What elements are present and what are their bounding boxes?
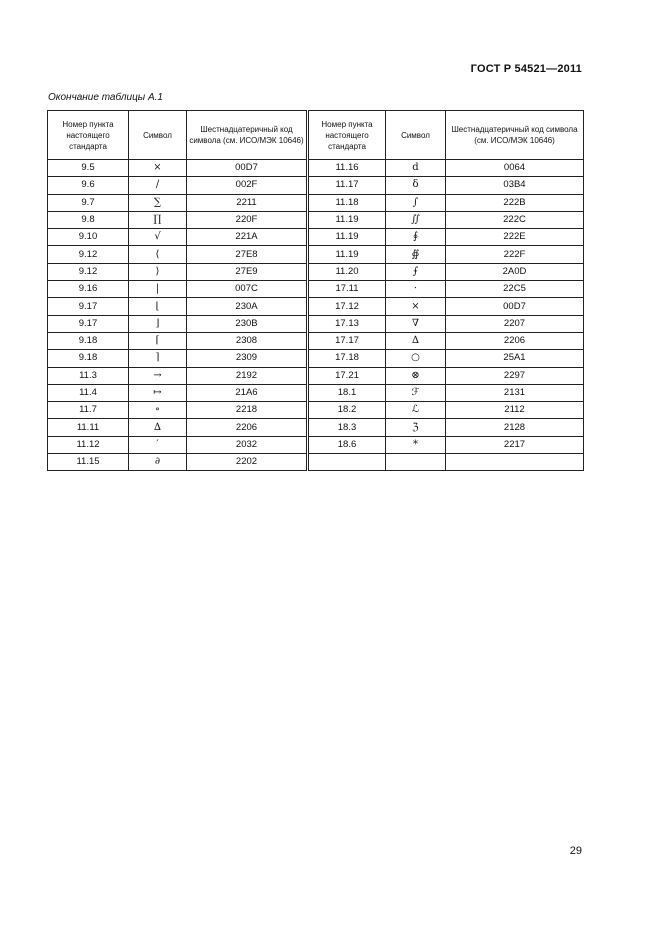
table-row bbox=[48, 332, 584, 349]
table-row bbox=[48, 177, 584, 194]
hex-code-cell: 00D7 bbox=[187, 160, 308, 177]
hex-code-cell: 2309 bbox=[187, 350, 308, 367]
symbol-cell: ∘ bbox=[129, 402, 187, 419]
clause-number-cell bbox=[308, 454, 386, 471]
clause-number-cell: 17.11 bbox=[308, 281, 386, 298]
clause-number-cell: 11.4 bbox=[48, 384, 129, 401]
clause-number-cell: 18.2 bbox=[308, 402, 386, 419]
table-header-row bbox=[48, 111, 584, 160]
hex-code-cell: 222E bbox=[446, 229, 584, 246]
table-caption: Окончание таблицы А.1 bbox=[48, 92, 163, 103]
table-row bbox=[48, 384, 584, 401]
symbol-cell: ∫ bbox=[386, 194, 446, 211]
hex-code-cell: 21A6 bbox=[187, 384, 308, 401]
hex-code-cell: 00D7 bbox=[446, 298, 584, 315]
hex-code-cell: 2206 bbox=[446, 332, 584, 349]
symbol-cell: ○ bbox=[386, 350, 446, 367]
table-row bbox=[48, 454, 584, 471]
hex-code-cell: 2131 bbox=[446, 384, 584, 401]
hex-code-cell: 2192 bbox=[187, 367, 308, 384]
clause-number-cell: 17.13 bbox=[308, 315, 386, 332]
symbol-cell: ℱ bbox=[386, 384, 446, 401]
symbol-cell: → bbox=[129, 367, 187, 384]
symbol-cell: ⌈ bbox=[129, 332, 187, 349]
clause-number-cell: 11.7 bbox=[48, 402, 129, 419]
symbol-cell: ⌋ bbox=[129, 315, 187, 332]
symbol-cell: ⊗ bbox=[386, 367, 446, 384]
table-row bbox=[48, 281, 584, 298]
symbol-cell: / bbox=[129, 177, 187, 194]
column-header-clause: Номер пункта настоящего стандарта bbox=[308, 111, 386, 160]
clause-number-cell: 9.12 bbox=[48, 246, 129, 263]
clause-number-cell: 11.19 bbox=[308, 211, 386, 228]
symbol-cell: ′ bbox=[129, 436, 187, 453]
symbol-cell: ⌊ bbox=[129, 298, 187, 315]
clause-number-cell: 11.18 bbox=[308, 194, 386, 211]
hex-code-cell: 03B4 bbox=[446, 177, 584, 194]
symbol-cell: * bbox=[386, 436, 446, 453]
table-row bbox=[48, 229, 584, 246]
hex-code-cell: 2A0D bbox=[446, 263, 584, 280]
clause-number-cell: 9.8 bbox=[48, 211, 129, 228]
clause-number-cell: 17.18 bbox=[308, 350, 386, 367]
hex-code-cell: 2297 bbox=[446, 367, 584, 384]
hex-code-cell: 221A bbox=[187, 229, 308, 246]
symbol-cell: ↦ bbox=[129, 384, 187, 401]
table-body bbox=[48, 160, 584, 471]
column-header-clause: Номер пункта настоящего стандарта bbox=[48, 111, 129, 160]
symbol-cell: ∬ bbox=[386, 211, 446, 228]
table-row bbox=[48, 402, 584, 419]
clause-number-cell: 9.18 bbox=[48, 350, 129, 367]
symbol-cell: ∏ bbox=[129, 211, 187, 228]
clause-number-cell: 17.21 bbox=[308, 367, 386, 384]
table-row bbox=[48, 194, 584, 211]
symbol-cell: | bbox=[129, 281, 187, 298]
clause-number-cell: 9.17 bbox=[48, 315, 129, 332]
table-row bbox=[48, 211, 584, 228]
symbol-cell: × bbox=[386, 298, 446, 315]
clause-number-cell: 18.6 bbox=[308, 436, 386, 453]
clause-number-cell: 17.17 bbox=[308, 332, 386, 349]
hex-code-cell bbox=[446, 454, 584, 471]
symbol-cell: ∆ bbox=[386, 332, 446, 349]
hex-code-cell: 222F bbox=[446, 246, 584, 263]
hex-code-cell: 2207 bbox=[446, 315, 584, 332]
symbol-cell: ∆ bbox=[129, 419, 187, 436]
symbol-cell: ∯ bbox=[386, 246, 446, 263]
symbol-cell: ℒ bbox=[386, 402, 446, 419]
clause-number-cell: 18.3 bbox=[308, 419, 386, 436]
symbol-cell: × bbox=[129, 160, 187, 177]
hex-code-cell: 2218 bbox=[187, 402, 308, 419]
table-row bbox=[48, 298, 584, 315]
hex-code-cell: 2206 bbox=[187, 419, 308, 436]
table-row bbox=[48, 419, 584, 436]
clause-number-cell: 9.12 bbox=[48, 263, 129, 280]
clause-number-cell: 9.5 bbox=[48, 160, 129, 177]
hex-code-cell: 25A1 bbox=[446, 350, 584, 367]
hex-code-cell: 2308 bbox=[187, 332, 308, 349]
hex-code-cell: 2202 bbox=[187, 454, 308, 471]
hex-code-cell: 002F bbox=[187, 177, 308, 194]
hex-code-cell: 220F bbox=[187, 211, 308, 228]
symbol-cell: √ bbox=[129, 229, 187, 246]
symbol-cell: δ bbox=[386, 177, 446, 194]
table-row bbox=[48, 160, 584, 177]
clause-number-cell: 11.3 bbox=[48, 367, 129, 384]
hex-code-cell: 2032 bbox=[187, 436, 308, 453]
table-row bbox=[48, 315, 584, 332]
hex-code-cell: 2217 bbox=[446, 436, 584, 453]
clause-number-cell: 9.17 bbox=[48, 298, 129, 315]
clause-number-cell: 9.6 bbox=[48, 177, 129, 194]
symbol-cell: ∮ bbox=[386, 229, 446, 246]
clause-number-cell: 9.18 bbox=[48, 332, 129, 349]
clause-number-cell: 11.19 bbox=[308, 229, 386, 246]
clause-number-cell: 9.7 bbox=[48, 194, 129, 211]
hex-code-cell: 27E9 bbox=[187, 263, 308, 280]
column-header-symbol: Символ bbox=[129, 111, 187, 160]
page-number: 29 bbox=[569, 845, 582, 857]
table-row bbox=[48, 246, 584, 263]
table-row bbox=[48, 350, 584, 367]
clause-number-cell: 9.16 bbox=[48, 281, 129, 298]
symbol-cell: ⋅ bbox=[386, 281, 446, 298]
symbol-cell: ⟨ bbox=[129, 246, 187, 263]
column-header-hex-code: Шестнадцатеричный код символа (см. ИСО/МЭК 10646) bbox=[187, 111, 308, 160]
symbol-cell: ℨ bbox=[386, 419, 446, 436]
clause-number-cell: 11.15 bbox=[48, 454, 129, 471]
hex-code-cell: 230A bbox=[187, 298, 308, 315]
hex-code-cell: 2112 bbox=[446, 402, 584, 419]
clause-number-cell: 11.17 bbox=[308, 177, 386, 194]
clause-number-cell: 11.19 bbox=[308, 246, 386, 263]
table-row bbox=[48, 367, 584, 384]
clause-number-cell: 11.11 bbox=[48, 419, 129, 436]
clause-number-cell: 18.1 bbox=[308, 384, 386, 401]
symbol-cell bbox=[386, 454, 446, 471]
symbol-cell: d bbox=[386, 160, 446, 177]
hex-code-cell: 22C5 bbox=[446, 281, 584, 298]
symbol-cell: ∑ bbox=[129, 194, 187, 211]
table-row bbox=[48, 436, 584, 453]
hex-code-cell: 27E8 bbox=[187, 246, 308, 263]
symbol-cell: ∂ bbox=[129, 454, 187, 471]
clause-number-cell: 11.12 bbox=[48, 436, 129, 453]
column-header-symbol: Символ bbox=[386, 111, 446, 160]
hex-code-cell: 230B bbox=[187, 315, 308, 332]
clause-number-cell: 11.20 bbox=[308, 263, 386, 280]
document-header: ГОСТ Р 54521—2011 bbox=[470, 63, 582, 75]
hex-code-cell: 222B bbox=[446, 194, 584, 211]
hex-code-cell: 2211 bbox=[187, 194, 308, 211]
hex-code-cell: 007C bbox=[187, 281, 308, 298]
symbol-cell: ⨍ bbox=[386, 263, 446, 280]
table-row bbox=[48, 263, 584, 280]
symbol-cell: ⟩ bbox=[129, 263, 187, 280]
clause-number-cell: 17.12 bbox=[308, 298, 386, 315]
symbol-cell: ∇ bbox=[386, 315, 446, 332]
hex-code-cell: 0064 bbox=[446, 160, 584, 177]
clause-number-cell: 11.16 bbox=[308, 160, 386, 177]
symbol-table bbox=[47, 110, 584, 471]
clause-number-cell: 9.10 bbox=[48, 229, 129, 246]
hex-code-cell: 222C bbox=[446, 211, 584, 228]
symbol-cell: ⌉ bbox=[129, 350, 187, 367]
hex-code-cell: 2128 bbox=[446, 419, 584, 436]
column-header-hex-code: Шестнадцатеричный код символа (см. ИСО/МЭК 10646) bbox=[446, 111, 584, 160]
